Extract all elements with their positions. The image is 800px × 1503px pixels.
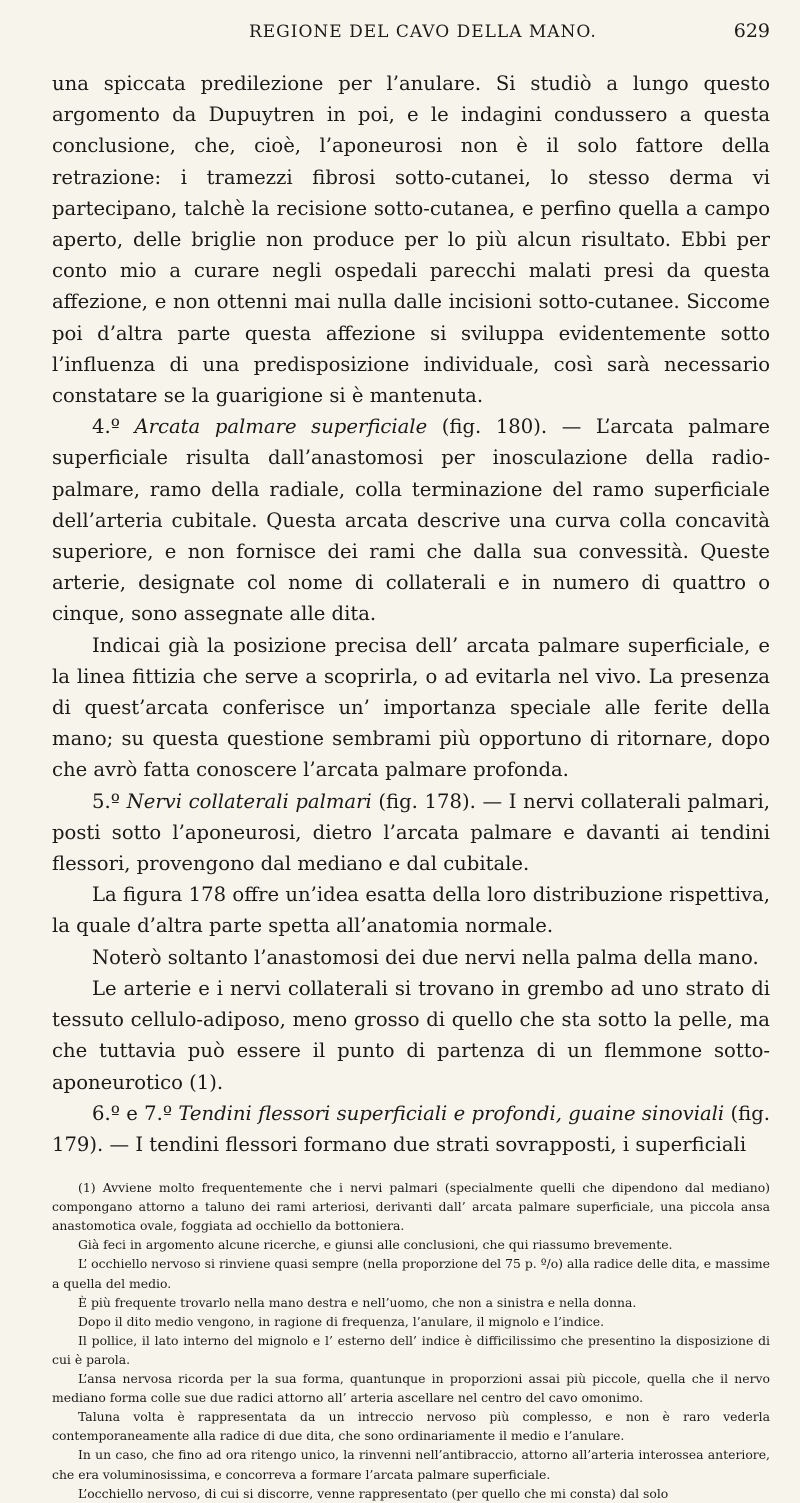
footnote: L’ansa nervosa ricorda per la sua forma, quantunque in proporzioni assai più piccole, quella che il nervo mediano forma colle sue due radici attorno all’ arteria ascellare nel centro del cavo omonimo. xyxy=(52,1371,770,1406)
footnotes xyxy=(52,1178,770,1503)
footnote: Già feci in argomento alcune ricerche, e giunsi alle conclusioni, che qui riassumo brevemente. xyxy=(78,1237,673,1253)
section-tendini-flessori xyxy=(52,1098,770,1160)
section-number: 5.º xyxy=(92,789,120,813)
footnote: Dopo il dito medio vengono, in ragione di frequenza, l’anulare, il mignolo e l’indice. xyxy=(78,1313,605,1329)
footnote: L’occhiello nervoso, di cui si discorre, venne rappresentato (per quello che mi consta) dal solo xyxy=(78,1485,669,1501)
running-header xyxy=(52,20,770,42)
page xyxy=(52,20,770,1503)
paragraph: La figura 178 offre un’idea esatta della loro distribuzione rispettiva, la quale d’altra parte spetta all’anatomia normale. xyxy=(52,883,770,938)
footnote: (1) Avviene molto frequentemente che i nervi palmari (specialmente quelli che dipendono dal mediano) compongano attorno a taluno dei rami arteriosi, derivanti dall’ arcata palmare superficiale, una piccola ansa anastomotica ovale, foggiata ad occhiello da bottoniera. xyxy=(52,1180,770,1234)
section-number: 4.º xyxy=(92,415,120,439)
paragraph: Indicai già la posizione precisa dell’ arcata palmare superficiale, e la linea fittizia che serve a scoprirla, o ad evitarla nel vivo. La presenza di quest’arcata conferisce un’ importanza speciale alle ferite della mano; su questa questione sembrami più opportuno di ritornare, dopo che avrò fatta conoscere l’arcata palmare profonda. xyxy=(52,633,770,782)
section-title: Nervi collaterali palmari xyxy=(126,789,372,813)
section-arcata-palmare xyxy=(52,411,770,629)
paragraph: una spiccata predilezione per l’anulare. Si studiò a lungo questo argomento da Dupuytren in poi, e le indagini condussero a questa conclusione, che, cioè, l’aponeurosi non è il solo fattore della retrazione: i tramezzi fibrosi sotto-cutanei, lo stesso derma vi partecipano, talchè la recisione sotto-cutanea, e perfino quella a campo aperto, delle briglie non produce per lo più alcun risultato. Ebbi per conto mio a curare negli ospedali parecchi malati presi da questa affezione, e non ottenni mai nulla dalle incisioni sotto-cutanee. Siccome poi d’altra parte questa affezione si sviluppa evidentemente sotto l’influenza di una predisposizione individuale, così sarà necessario constatare se la guarigione si è mantenuta. xyxy=(52,72,770,408)
main-text xyxy=(52,68,770,1160)
paragraph: Le arterie e i nervi collaterali si trovano in grembo ad uno strato di tessuto cellulo-adiposo, meno grosso di quello che sta sotto la pelle, ma che tuttavia può essere il punto di partenza di un flemmone sotto-aponeurotico (1). xyxy=(52,976,770,1094)
section-text: (fig. 180). — L’arcata palmare superficiale risulta dall’anastomosi per inosculazione della radio-palmare, ramo della radiale, colla terminazione del ramo superficiale dell’arteria cubitale. Questa arcata descrive una curva colla concavità superiore, e non fornisce dei rami che dalla sua convessità. Queste arterie, designate col nome di collaterali e in numero di quattro o cinque, sono assegnate alle dita. xyxy=(52,415,770,626)
running-title: REGIONE DEL CAVO DELLA MANO. xyxy=(248,22,597,42)
section-text: (fig. 178). — I nervi collaterali palmari, posti sotto l’aponeurosi, dietro l’arcata palmare e davanti ai tendini flessori, provengono dal mediano e dal cubitale. xyxy=(52,789,770,876)
section-text: (fig. 179). — I tendini flessori formano due strati sovrapposti, i superficiali xyxy=(52,1101,770,1156)
paragraph: Noterò soltanto l’anastomosi dei due nervi nella palma della mano. xyxy=(92,945,759,969)
page-number: 629 xyxy=(733,20,770,42)
footnote: Il pollice, il lato interno del mignolo e l’ esterno dell’ indice è difficilissimo che presentino la disposizione di cui è parola. xyxy=(52,1332,770,1367)
section-title: Tendini flessori superficiali e profondi, guaine sinoviali xyxy=(178,1101,725,1125)
section-number: 6.º e 7.º xyxy=(92,1101,173,1125)
section-nervi-collaterali xyxy=(52,786,770,880)
footnote: In un caso, che fino ad ora ritengo unico, la rinvenni nell’antibraccio, attorno all’arteria interossea anteriore, che era voluminosissima, e concorreva a formare l’arcata palmare superficiale. xyxy=(52,1447,770,1482)
footnote: È più frequente trovarlo nella mano destra e nell’uomo, che non a sinistra e nella donna. xyxy=(78,1294,637,1310)
section-title: Arcata palmare superficiale xyxy=(134,415,428,439)
footnote: L’ occhiello nervoso si rinviene quasi sempre (nella proporzione del 75 p. º/o) alla radice delle dita, e massime a quella del medio. xyxy=(52,1256,770,1291)
footnote: Taluna volta è rappresentata da un intreccio nervoso più complesso, e non è raro vederla contemporaneamente alla radice di due dita, che sono ordinariamente il medio e l’anulare. xyxy=(52,1409,770,1444)
